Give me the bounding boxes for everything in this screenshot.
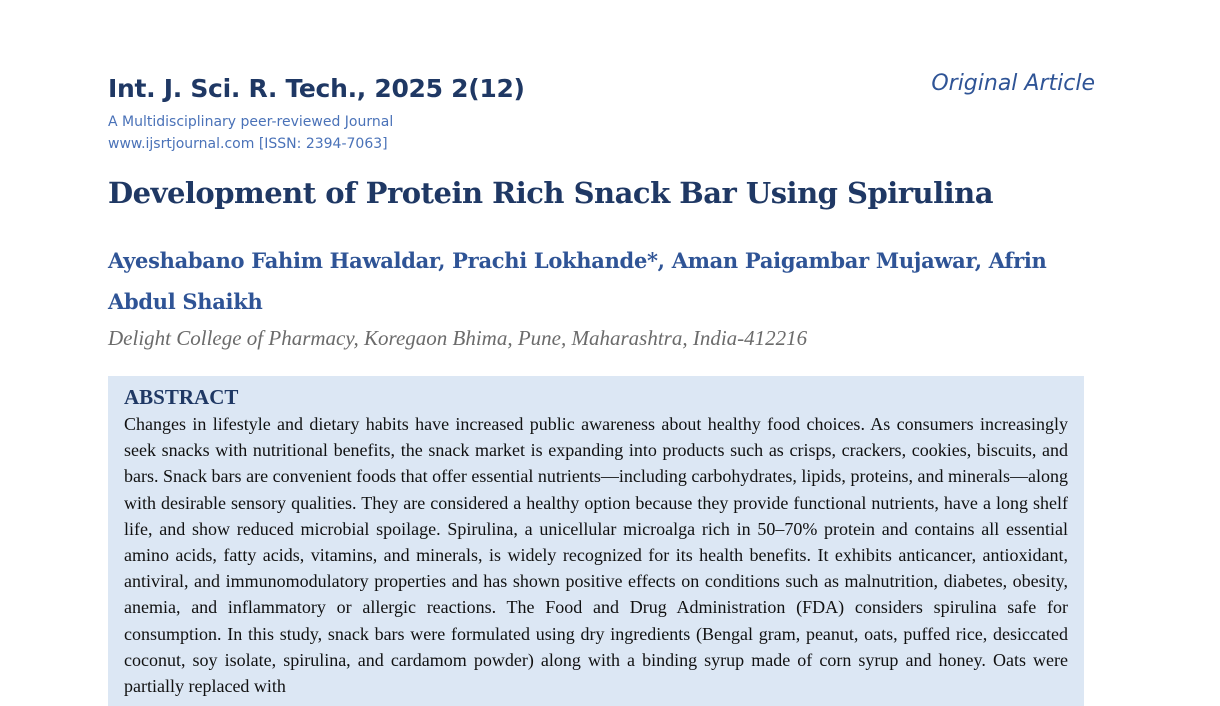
abstract-text: Changes in lifestyle and dietary habits have increased public awareness about healthy food choices. As consumers increasingly seek snacks with nutritional benefits, the snack market is expanding into products such as crisps, crackers, cookies, biscuits, and bars. Snack bars are convenient foods that offer essential nutrients—including carbohydrates, lipids, proteins, and minerals—along with desirable sensory qualities. They are considered a healthy option because they provide functional nutrients, have a long shelf life, and show reduced microbial spoilage. Spirulina, a unicellular microalga rich in 50–70% protein and contains all essential amino acids, fatty acids, vitamins, and minerals, is widely recognized for its health benefits. It exhibits anticancer, antioxidant, antiviral, and immunomodulatory properties and has shown positive effects on conditions such as malnutrition, diabetes, obesity, anemia, and inflammatory or allergic reactions. The Food and Drug Administration (FDA) considers spirulina safe for consumption. In this study, snack bars were formulated using dry ingredients (Bengal gram, peanut, oats, puffed rice, desiccated coconut, soy isolate, spirulina, and cardamom powder) along with a binding syrup made of corn syrup and honey. Oats were partially replaced with xyxy=(124,414,1068,697)
author-affiliation: Delight College of Pharmacy, Koregaon Bhima, Pune, Maharashtra, India-412216 xyxy=(108,326,808,350)
article-type-label: Original Article xyxy=(931,71,1095,96)
journal-website[interactable]: www.ijsrtjournal.com [ISSN: 2394-7063] xyxy=(108,136,388,152)
author-list: Ayeshabano Fahim Hawaldar, Prachi Lokhande*, Aman Paigambar Mujawar, Afrin Abdul Shaikh xyxy=(108,248,1047,314)
abstract-heading: ABSTRACT xyxy=(124,385,239,409)
journal-tagline: A Multidisciplinary peer-reviewed Journal xyxy=(108,114,394,130)
paper-title: Development of Protein Rich Snack Bar Using Spirulina xyxy=(108,176,994,210)
abstract-box xyxy=(108,376,1084,706)
journal-title: Int. J. Sci. R. Tech., 2025 2(12) xyxy=(108,74,525,103)
